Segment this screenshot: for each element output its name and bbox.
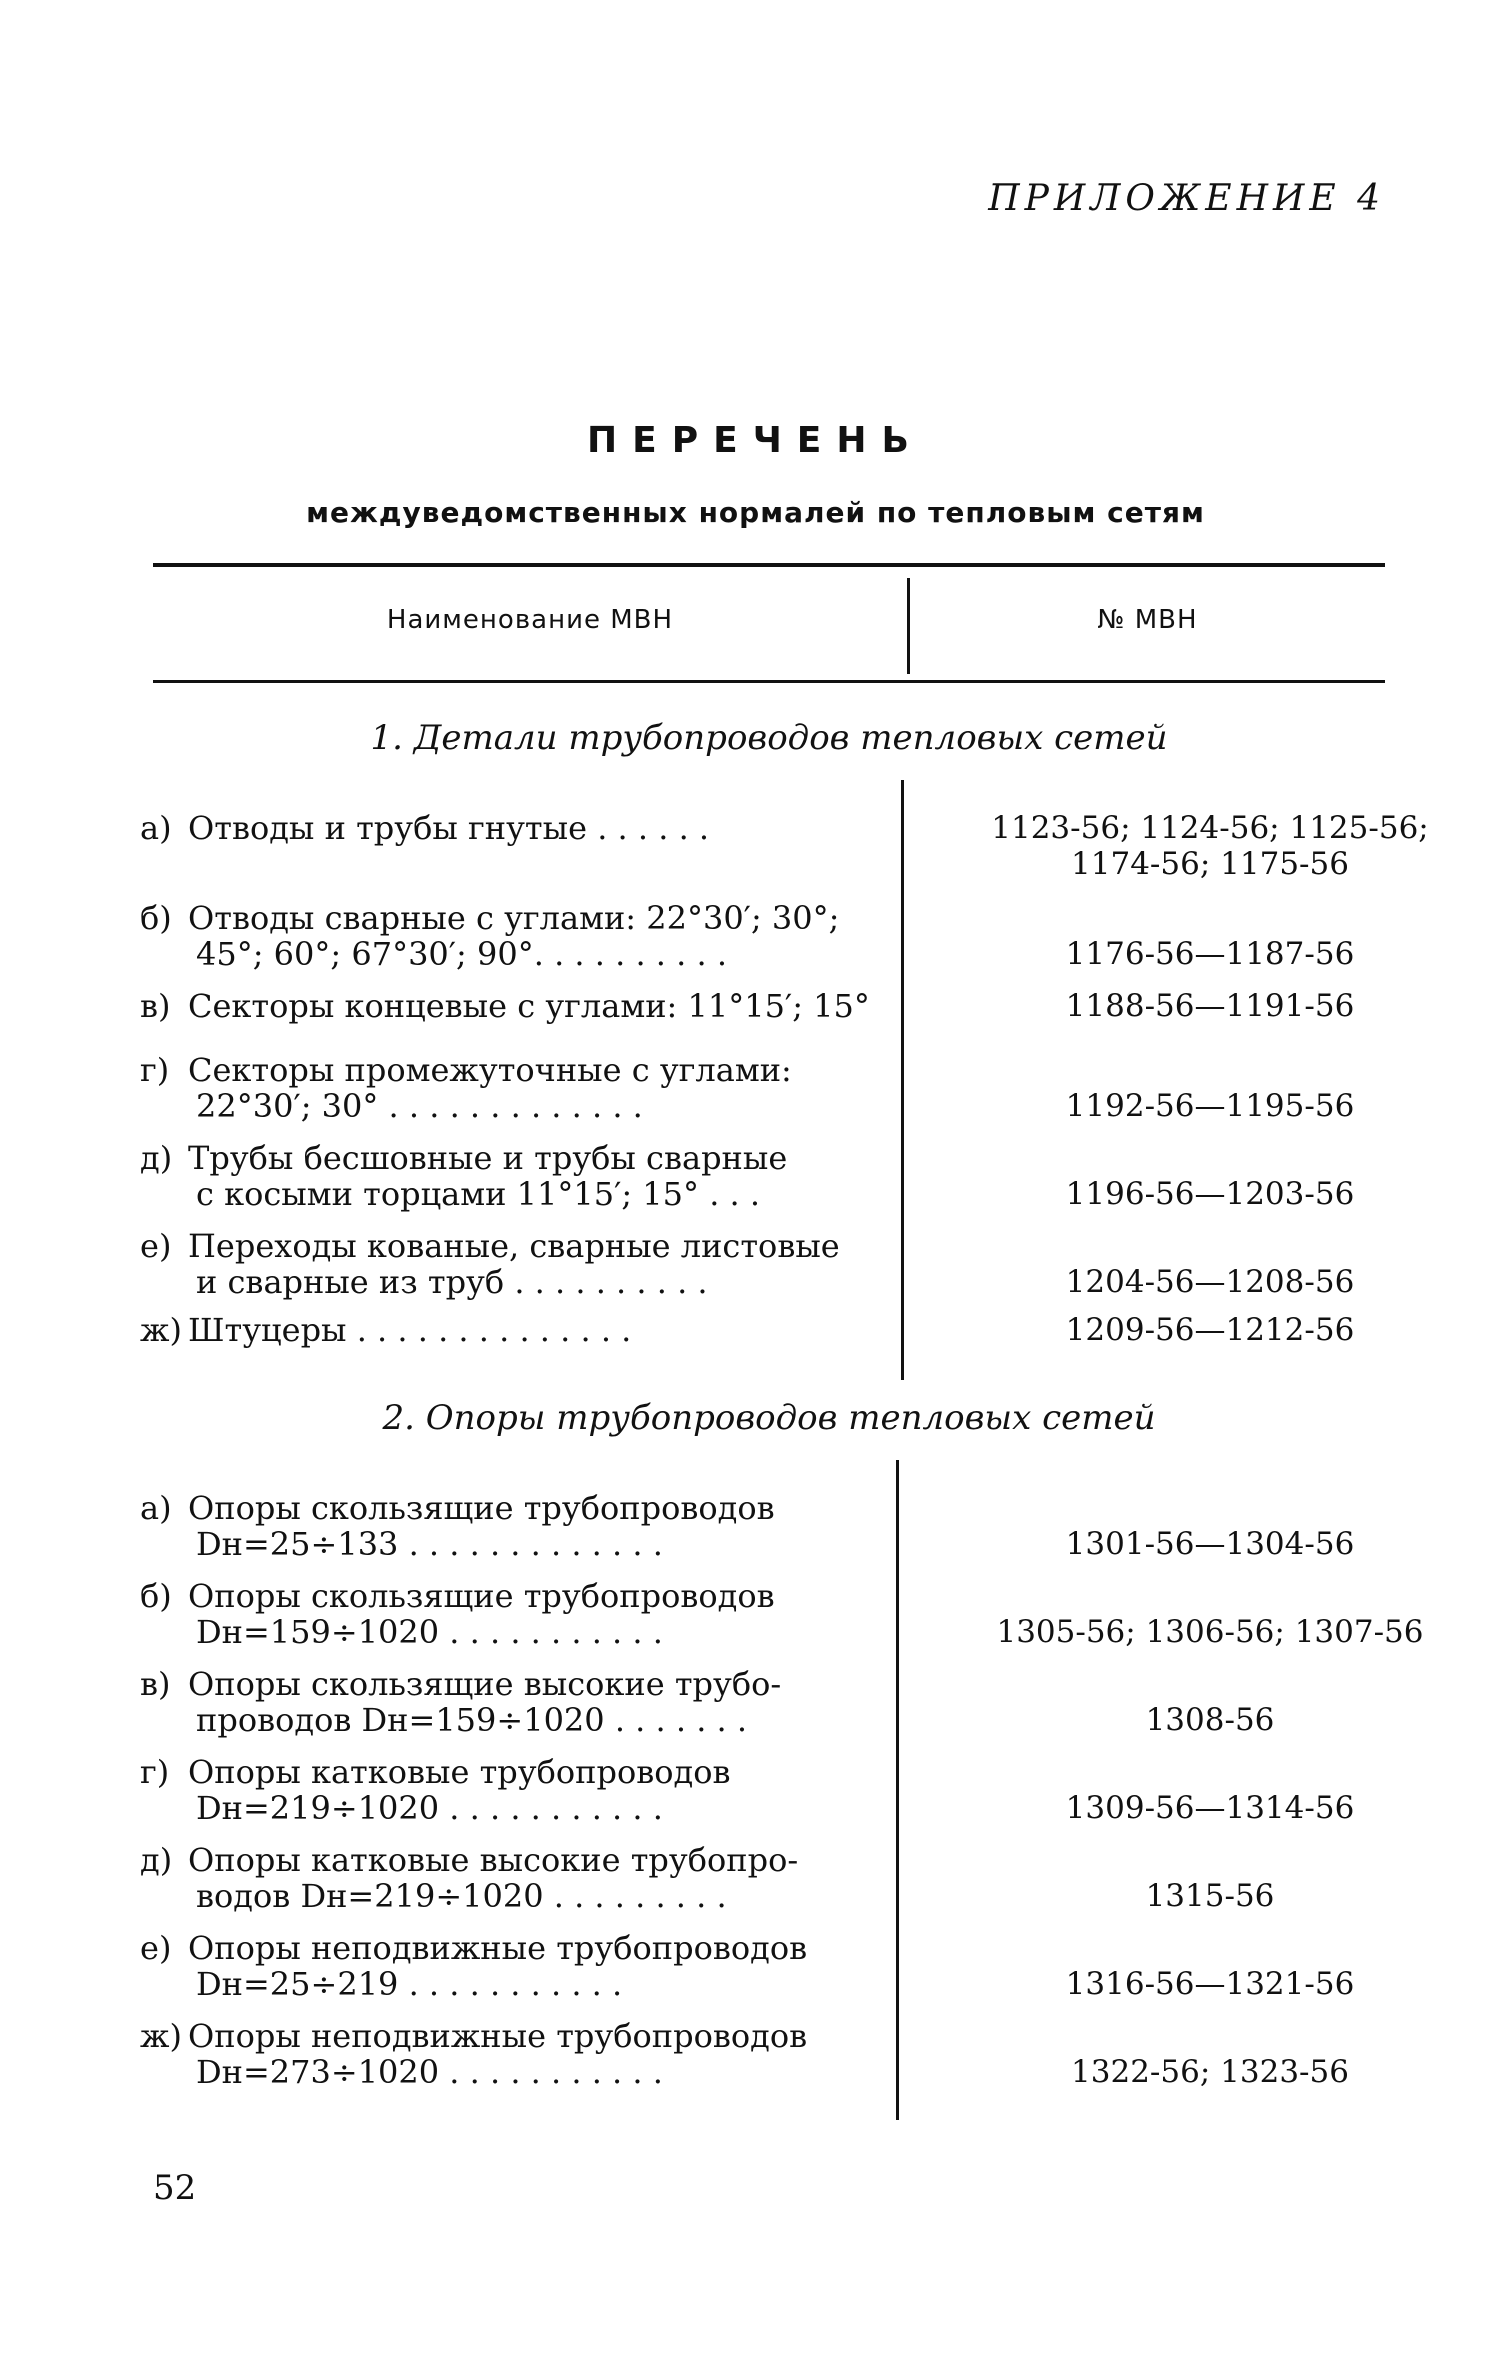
- row-name-line: 22°30′; 30° . . . . . . . . . . . . .: [196, 1087, 643, 1125]
- row-name-line: Dн=159÷1020 . . . . . . . . . . .: [196, 1613, 663, 1651]
- row-number: [920, 1614, 1500, 1650]
- row-name: [140, 1754, 900, 1826]
- row-number-line: 1192-56—1195-56: [1065, 1088, 1355, 1124]
- row-mark: в): [140, 987, 171, 1025]
- row-mark: а): [140, 809, 172, 847]
- row-mark: е): [140, 1929, 172, 1967]
- row-number: [920, 810, 1500, 882]
- row-name-line: Опоры неподвижные трубопроводов: [188, 1929, 808, 1967]
- column-header-number: № МВН: [1097, 605, 1198, 635]
- row-mark: б): [140, 899, 172, 937]
- row-name: [140, 810, 900, 846]
- row-number-line: 1176-56—1187-56: [1065, 936, 1355, 972]
- column-header-name: Наименование МВН: [386, 605, 674, 635]
- row-mark: г): [140, 1051, 170, 1089]
- row-name-line: Штуцеры . . . . . . . . . . . . . .: [188, 1311, 632, 1349]
- row-name-line: Опоры неподвижные трубопроводов: [188, 2017, 808, 2055]
- row-name: [140, 1228, 900, 1300]
- section-title-1: 1. Детали трубопроводов тепловых сетей: [370, 718, 1168, 758]
- row-number: [920, 1312, 1500, 1348]
- row-name-line: Переходы кованые, сварные листовые: [188, 1227, 840, 1265]
- appendix-label: ПРИЛОЖЕНИЕ 4: [988, 178, 1385, 219]
- row-name: [140, 988, 900, 1024]
- row-number: [920, 1702, 1500, 1738]
- row-name-line: Трубы бесшовные и трубы сварные: [188, 1139, 788, 1177]
- row-name-line: и сварные из труб . . . . . . . . . .: [196, 1263, 708, 1301]
- row-name-line: Опоры катковые трубопроводов: [188, 1753, 731, 1791]
- row-name: [140, 1490, 900, 1562]
- table-top-rule: [153, 563, 1385, 567]
- row-name-line: Опоры скользящие трубопроводов: [188, 1489, 775, 1527]
- row-number: [920, 1526, 1500, 1562]
- row-mark: б): [140, 1577, 172, 1615]
- row-name-line: Отводы и трубы гнутые . . . . . .: [188, 809, 710, 847]
- row-number: [920, 1966, 1500, 2002]
- row-name-line: водов Dн=219÷1020 . . . . . . . . .: [196, 1877, 727, 1915]
- row-number-line: 1196-56—1203-56: [1065, 1176, 1355, 1212]
- row-name-line: проводов Dн=159÷1020 . . . . . . .: [196, 1701, 748, 1739]
- row-mark: д): [140, 1841, 173, 1879]
- row-name: [140, 1930, 900, 2002]
- row-name-line: Отводы сварные с углами: 22°30′; 30°;: [188, 899, 840, 937]
- row-number-line: 1316-56—1321-56: [1065, 1966, 1355, 2002]
- row-name-line: Опоры скользящие высокие трубо-: [188, 1665, 782, 1703]
- document-subtitle: междуведомственных нормалей по тепловым сетям: [306, 496, 1205, 529]
- row-number-line: 1123-56; 1124-56; 1125-56;: [991, 810, 1429, 846]
- row-mark: г): [140, 1753, 170, 1791]
- table-header-bottom-rule: [153, 680, 1385, 683]
- row-number-line: 1309-56—1314-56: [1065, 1790, 1355, 1826]
- row-number-line: 1174-56; 1175-56: [1071, 846, 1349, 882]
- row-name: [140, 1052, 900, 1124]
- row-name: [140, 2018, 900, 2090]
- row-number-line: 1305-56; 1306-56; 1307-56: [996, 1614, 1424, 1650]
- row-number-line: 1301-56—1304-56: [1065, 1526, 1355, 1562]
- row-mark: в): [140, 1665, 171, 1703]
- row-name: [140, 1578, 900, 1650]
- row-mark: ж): [140, 1311, 182, 1349]
- row-number: [920, 1176, 1500, 1212]
- row-number: [920, 2054, 1500, 2090]
- page-number: 52: [153, 2168, 197, 2208]
- row-mark: а): [140, 1489, 172, 1527]
- row-number-line: 1188-56—1191-56: [1065, 988, 1355, 1024]
- row-name-line: Опоры катковые высокие трубопро-: [188, 1841, 799, 1879]
- row-number-line: 1308-56: [1145, 1702, 1275, 1738]
- row-mark: ж): [140, 2017, 182, 2055]
- row-number-line: 1315-56: [1145, 1878, 1275, 1914]
- row-mark: е): [140, 1227, 172, 1265]
- section-1-column-divider: [901, 780, 904, 1380]
- row-name-line: Секторы промежуточные с углами:: [188, 1051, 792, 1089]
- row-name: [140, 1842, 900, 1914]
- row-name-line: Dн=25÷219 . . . . . . . . . . .: [196, 1965, 623, 2003]
- row-name: [140, 1140, 900, 1212]
- row-name-line: с косыми торцами 11°15′; 15° . . .: [196, 1175, 761, 1213]
- row-number: [920, 1878, 1500, 1914]
- row-name-line: Dн=273÷1020 . . . . . . . . . . .: [196, 2053, 663, 2091]
- row-number: [920, 1790, 1500, 1826]
- section-title-2: 2. Опоры трубопроводов тепловых сетей: [382, 1398, 1156, 1438]
- row-name-line: Опоры скользящие трубопроводов: [188, 1577, 775, 1615]
- row-mark: д): [140, 1139, 173, 1177]
- row-name-line: Секторы концевые с углами: 11°15′; 15°: [188, 987, 870, 1025]
- row-number: [920, 936, 1500, 972]
- row-name: [140, 900, 900, 972]
- row-number-line: 1209-56—1212-56: [1065, 1312, 1355, 1348]
- row-name-line: Dн=219÷1020 . . . . . . . . . . .: [196, 1789, 663, 1827]
- document-title: ПЕРЕЧЕНЬ: [587, 420, 924, 461]
- row-name-line: Dн=25÷133 . . . . . . . . . . . . .: [196, 1525, 663, 1563]
- row-number: [920, 988, 1500, 1024]
- row-number-line: 1322-56; 1323-56: [1071, 2054, 1349, 2090]
- row-name-line: 45°; 60°; 67°30′; 90°. . . . . . . . . .: [196, 935, 727, 973]
- row-name: [140, 1312, 900, 1348]
- row-number: [920, 1264, 1500, 1300]
- row-number-line: 1204-56—1208-56: [1065, 1264, 1355, 1300]
- row-number: [920, 1088, 1500, 1124]
- row-name: [140, 1666, 900, 1738]
